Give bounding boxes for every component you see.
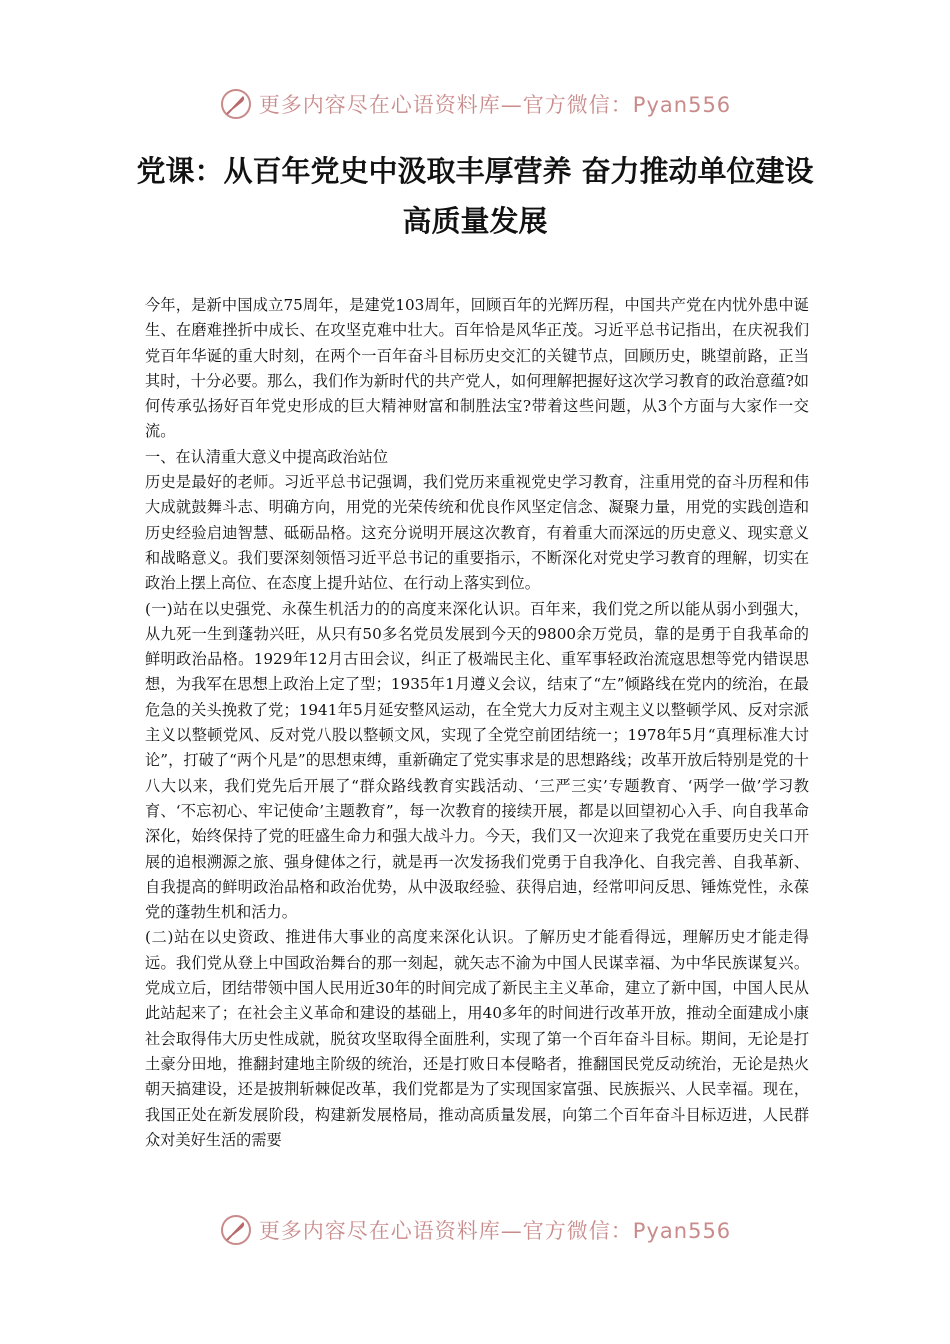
footer-banner-text: 更多内容尽在心语资料库—官方微信：Pyan556: [258, 1219, 732, 1243]
section-heading-1: 一、在认清重大意义中提高政治站位: [145, 447, 388, 466]
header-banner: [0, 84, 950, 124]
document-title: 党课：从百年党史中汲取丰厚营养 奋力推动单位建设高质量发展: [136, 154, 814, 238]
paragraph-intro: 今年，是新中国成立75周年，是建党103周年，回顾百年的光辉历程，中国共产党在内忧外患中诞生、在磨难挫折中成长、在攻坚克难中壮大。百年恰是风华正茂。习近平总书记指出，在庆祝我们党百年华诞的重大时刻，在两个一百年奋斗目标历史交汇的关键节点，回顾历史，眺望前路，正当其时，十分必要。那么，我们作为新时代的共产党人，如何理解把握好这次学习教育的政治意蕴?如何传承弘扬好百年党史形成的巨大精神财富和制胜法宝?带着这些问题，从3个方面与大家作一交流。: [145, 296, 809, 441]
paragraph-subsection-1: (一)站在以史强党、永葆生机活力的的高度来深化认识。百年来，我们党之所以能从弱小到强大，从九死一生到蓬勃兴旺，从只有50多名党员发展到今天的9800余万党员，靠的是勇于自我革命的鲜明政治品格。1929年12月古田会议，纠正了极端民主化、重军事轻政治流寇思想等党内错误思想，为我军在思想上政治上定了型；1935年1月遵义会议，结束了“左”倾路线在党内的统治，在最危急的关头挽救了党；1941年5月延安整风运动，在全党大力反对主观主义以整顿学风、反对宗派主义以整顿党风、反对党八股以整顿文风，实现了全党空前团结统一；1978年5月“真理标准大讨论”，打破了“两个凡是”的思想束缚，重新确定了党实事求是的思想路线；改革开放后特别是党的十八大以来，我们党先后开展了“群众路线教育实践活动、‘三严三实’专题教育、‘两学一做’学习教育、‘不忘初心、牢记使命’主题教育”，每一次教育的接续开展，都是以回望初心入手、向自我革命深化，始终保持了党的旺盛生命力和强大战斗力。今天，我们又一次迎来了我党在重要历史关口开展的追根溯源之旅、强身健体之行，就是再一次发扬我们党勇于自我净化、自我完善、自我革新、自我提高的鲜明政治品格和政治优势，从中汲取经验、获得启迪，经常叩问反思、锤炼党性，永葆党的蓬勃生机和活力。: [145, 599, 809, 922]
paragraph-subsection-2: (二)站在以史资政、推进伟大事业的高度来深化认识。了解历史才能看得远，理解历史才能走得远。我们党从登上中国政治舞台的那一刻起，就矢志不渝为中国人民谋幸福、为中华民族谋复兴。党成立后，团结带领中国人民用近30年的时间完成了新民主主义革命，建立了新中国，中国人民从此站起来了；在社会主义革命和建设的基础上，用40多年的时间进行改革开放，推动全面建成小康社会取得伟大历史性成就，脱贫攻坚取得全面胜利，实现了第一个百年奋斗目标。期间，无论是打土豪分田地，推翻封建地主阶级的统治，还是打败日本侵略者，推翻国民党反动统治，无论是热火朝天搞建设，还是披荆斩棘促改革，我们党都是为了实现国家富强、民族振兴、人民幸福。现在，我国正处在新发展阶段，构建新发展格局，推动高质量发展，向第二个百年奋斗目标迈进，人民群众对美好生活的需要: [145, 928, 809, 1149]
document-body: [145, 293, 809, 1153]
footer-banner: [0, 1210, 950, 1250]
quill-logo-icon: [219, 87, 253, 121]
quill-logo-icon: [219, 1213, 253, 1247]
header-banner-text: 更多内容尽在心语资料库—官方微信：Pyan556: [258, 93, 732, 117]
paragraph-section-1: 历史是最好的老师。习近平总书记强调，我们党历来重视党史学习教育，注重用党的奋斗历程和伟大成就鼓舞斗志、明确方向，用党的光荣传统和优良作风坚定信念、凝聚力量，用党的实践创造和历史经验启迪智慧、砥砺品格。这充分说明开展这次教育，有着重大而深远的历史意义、现实意义和战略意义。我们要深刻领悟习近平总书记的重要指示，不断深化对党史学习教育的理解，切实在政治上摆上高位、在态度上提升站位、在行动上落实到位。: [145, 473, 809, 593]
